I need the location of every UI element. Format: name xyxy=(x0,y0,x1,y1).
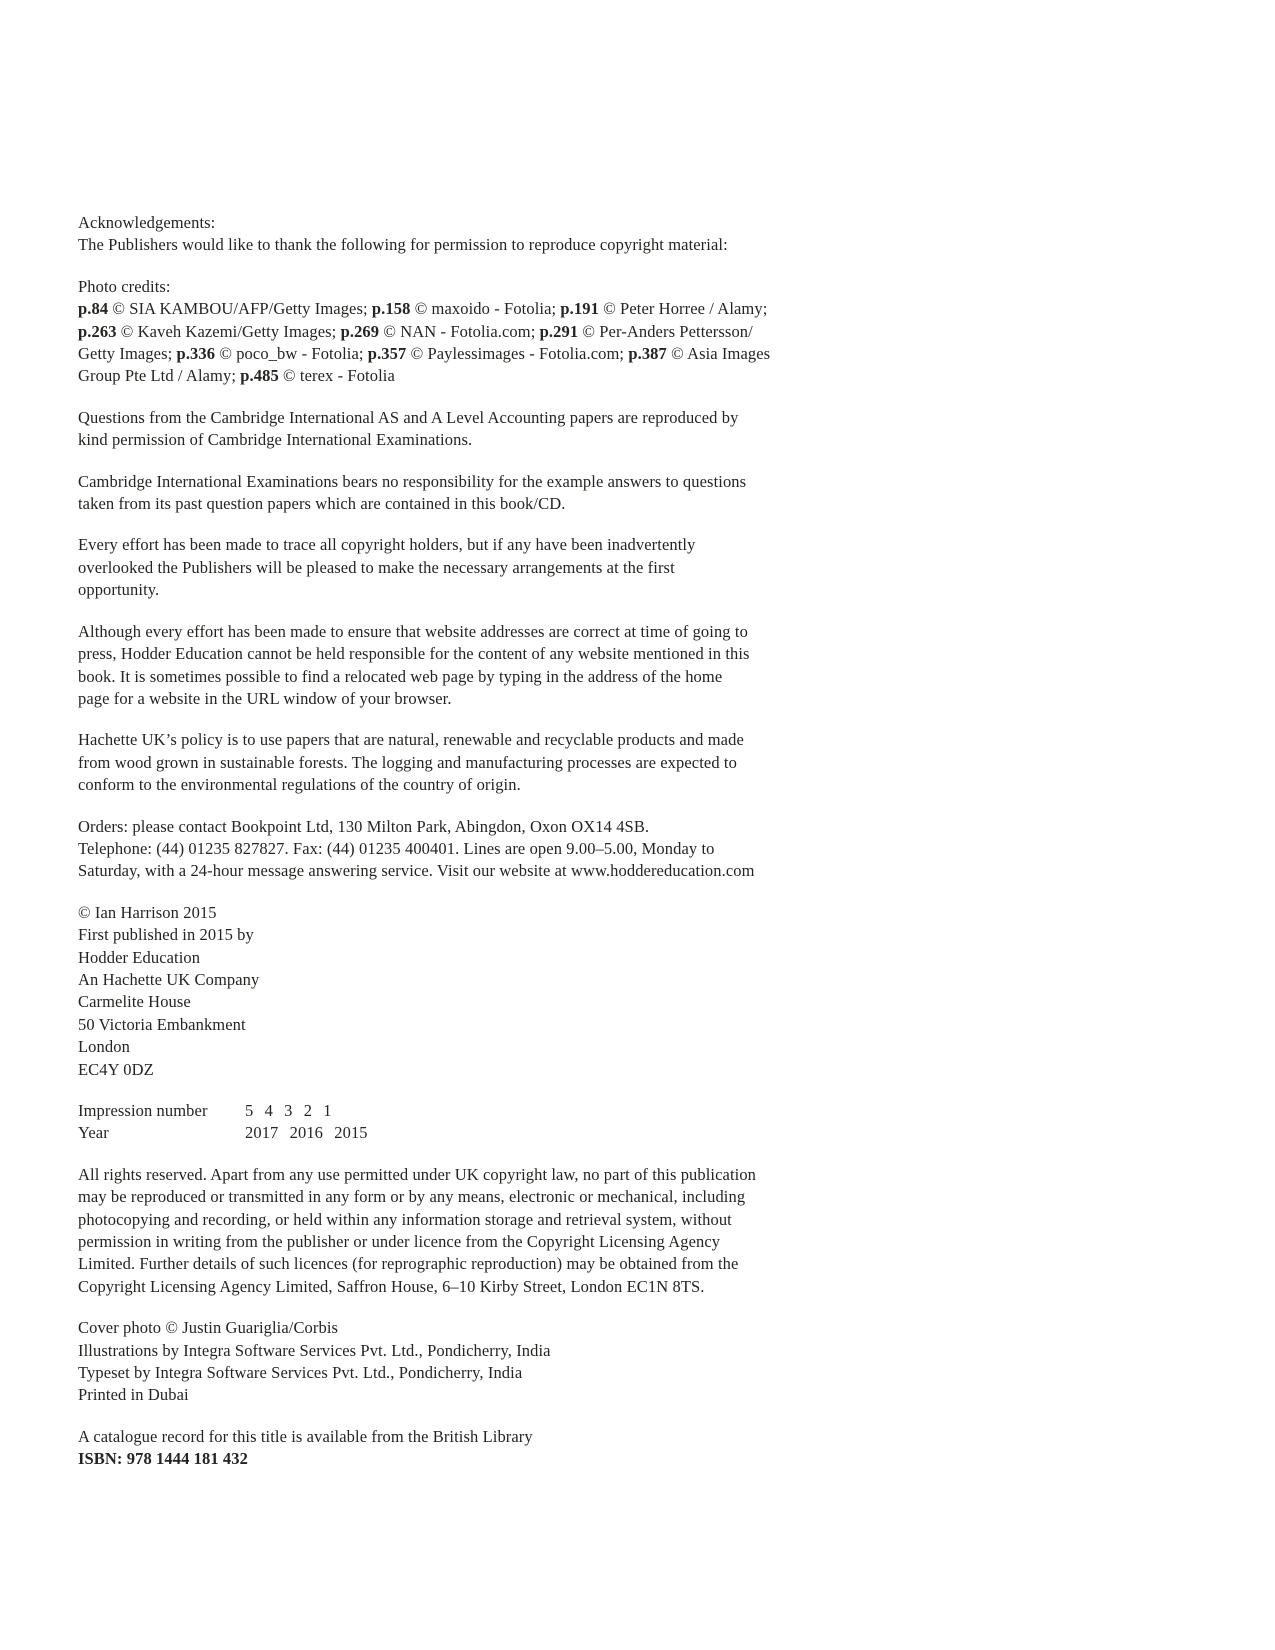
production-credits: Cover photo © Justin Guariglia/Corbis Illustrations by Integra Software Services Pvt. Ltd., Pondicherry, India Typeset by Integra Software Services Pvt. Ltd., Pondicherry, India Printed in Dubai xyxy=(78,1318,551,1405)
publisher-address: © Ian Harrison 2015 First published in 2015 by Hodder Education An Hachette UK Company Carmelite House 50 Victoria Embankment London EC4Y 0DZ xyxy=(78,902,260,1079)
bold-text: p.291 xyxy=(539,321,579,341)
page-body xyxy=(78,212,1018,1471)
bold-text: ISBN: 978 1444 181 432 xyxy=(78,1449,248,1469)
photo-credits: Photo credits: p.84 © SIA KAMBOU/AFP/Getty Images; p.158 © maxoido - Fotolia; p.191 © Peter Horree / Alamy; p.263 © Kaveh Kazemi/Getty Images; p.269 © NAN - Fotolia.com; p.291 © Per-Anders Pettersson/ Getty Images; p.336 © poco_bw - Fotolia; p.357 © Paylessimages - Fotolia.com; p.387 © Asia Images Group Pte Ltd / Alamy; p.485 © terex - Fotolia xyxy=(78,276,771,386)
bold-text: p.336 xyxy=(176,344,216,364)
orders-contact: Orders: please contact Bookpoint Ltd, 130 Milton Park, Abingdon, Oxon OX14 4SB. Telephone: (44) 01235 827827. Fax: (44) 01235 400401. Lines are open 9.00–5.00, Monday to Saturday, with a 24-hour message answering service. Visit our website at www.hoddereducation.com xyxy=(78,816,755,881)
bold-text: p.357 xyxy=(367,344,407,364)
copyright-holders-notice: Every effort has been made to trace all copyright holders, but if any have been inadvertently overlooked the Publishers will be pleased to make the necessary arrangements at the first opportunity. xyxy=(78,535,696,600)
bold-text: p.158 xyxy=(371,299,411,319)
bold-text: p.485 xyxy=(240,366,279,386)
bold-text: p.387 xyxy=(628,344,667,364)
website-addresses-notice: Although every effort has been made to ensure that website addresses are correct at time of going to press, Hodder Education cannot be held responsible for the content of any website mentioned in this book. It is sometimes possible to find a relocated web page by typing in the address of the home page for a website in the URL window of your browser. xyxy=(78,621,750,708)
cambridge-responsibility: Cambridge International Examinations bears no responsibility for the example answers to questions taken from its past question papers which are contained in this book/CD. xyxy=(78,471,747,514)
catalogue-isbn: A catalogue record for this title is available from the British Library ISBN: 978 1444 181 432 xyxy=(78,1426,533,1469)
paper-policy: Hachette UK’s policy is to use papers that are natural, renewable and recyclable products and made from wood grown in sustainable forests. The logging and manufacturing processes are expected to conform to the environmental regulations of the country of origin. xyxy=(78,730,744,795)
cambridge-permission: Questions from the Cambridge International AS and A Level Accounting papers are reproduced by kind permission of Cambridge International Examinations. xyxy=(78,407,739,450)
bold-text: p.191 xyxy=(560,299,599,319)
impression-row-value: 2017 2016 2015 xyxy=(245,1123,368,1143)
impression-row-label: Impression number xyxy=(78,1101,208,1120)
bold-text: p.84 xyxy=(78,299,109,319)
acknowledgements-intro: Acknowledgements: The Publishers would like to thank the following for permission to reproduce copyright material: xyxy=(78,213,728,255)
impression-table xyxy=(78,1100,1018,1145)
impression-row-label: Year xyxy=(78,1123,109,1143)
all-rights-reserved: All rights reserved. Apart from any use permitted under UK copyright law, no part of this publication may be reproduced or transmitted in any form or by any means, electronic or mechanical, including photocopying and recording, or held within any information storage and retrieval system, without permission in writing from the publisher or under licence from the Copyright Licensing Agency Limited. Further details of such licences (for reprographic reproduction) may be obtained from the Copyright Licensing Agency Limited, Saffron House, 6–10 Kirby Street, London EC1N 8TS. xyxy=(78,1164,757,1296)
impression-row-value: 5 4 3 2 1 xyxy=(245,1101,332,1120)
bold-text: p.269 xyxy=(340,321,380,341)
impression-row xyxy=(78,1122,1018,1144)
impression-row xyxy=(78,1100,1018,1122)
bold-text: p.263 xyxy=(78,321,117,341)
